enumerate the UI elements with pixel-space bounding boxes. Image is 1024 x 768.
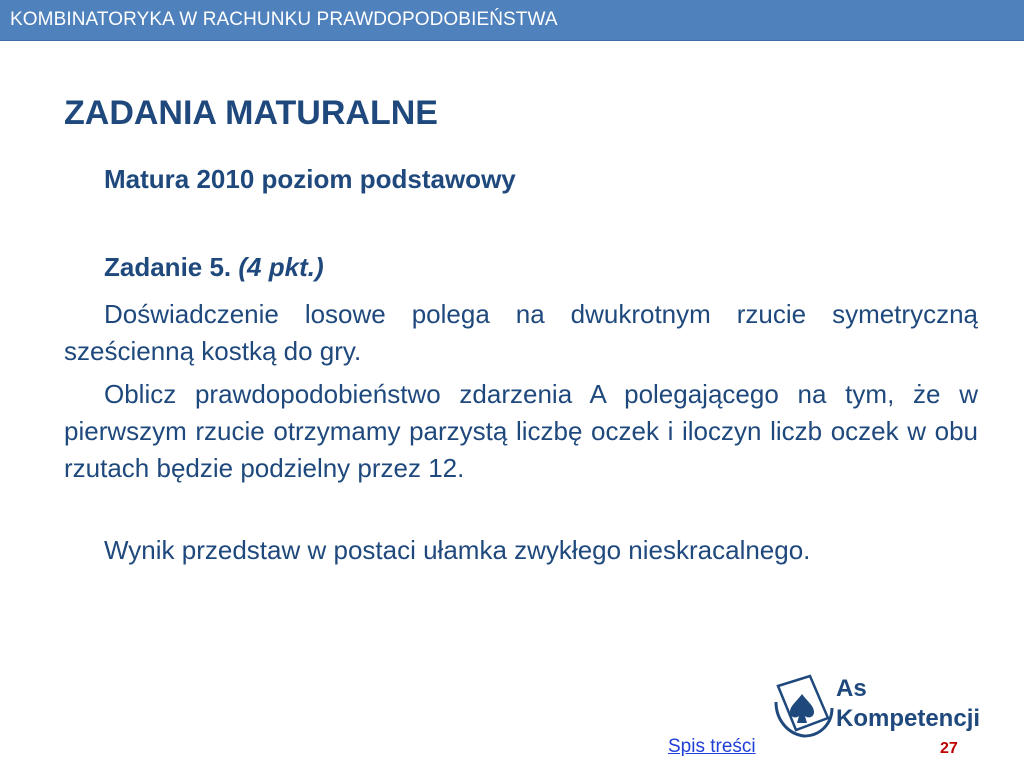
logo-text xyxy=(836,674,980,734)
header-bar xyxy=(0,0,1024,41)
task-heading xyxy=(104,252,324,283)
task-paragraph: Wynik przedstaw w postaci ułamka zwykłego nieskracalnego. xyxy=(104,535,811,565)
task-number: Zadanie 5. xyxy=(104,252,232,282)
task-paragraph: Doświadczenie losowe polega na dwukrotnym rzucie symetryczną sześcienną kostką do gry. xyxy=(64,299,978,366)
exam-source: Matura 2010 poziom podstawowy xyxy=(104,164,516,194)
spade-icon xyxy=(770,672,840,742)
logo-line-1: As xyxy=(836,675,867,702)
page-number: 27 xyxy=(940,740,958,757)
section-title: ZADANIA MATURALNE xyxy=(64,94,438,132)
table-of-contents-link[interactable]: Spis treści xyxy=(668,736,756,757)
logo-line-2: Kompetencji xyxy=(836,705,981,732)
task-points: (4 pkt.) xyxy=(238,252,324,282)
header-title: KOMBINATORYKA W RACHUNKU PRAWDOPODOBIEŃSTWA xyxy=(10,9,558,30)
task-paragraph: Oblicz prawdopodobieństwo zdarzenia A polegającego na tym, że w pierwszym rzucie otrzymamy parzystą liczbę oczek i iloczyn liczb oczek w obu rzutach będzie podzielny przez 12. xyxy=(64,379,978,483)
